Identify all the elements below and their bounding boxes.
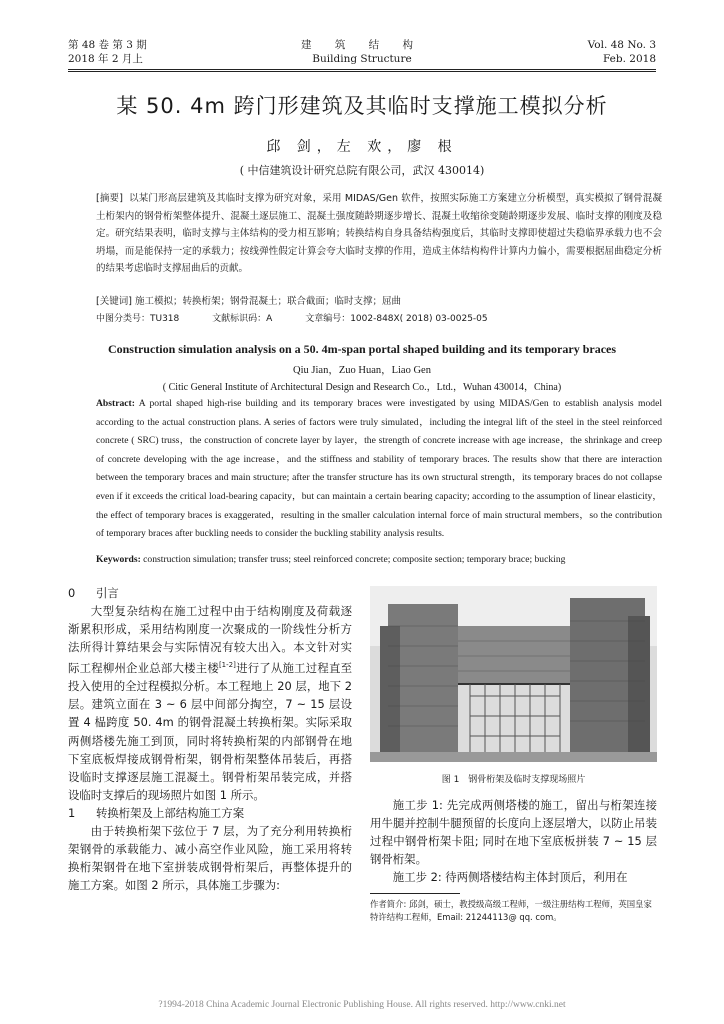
keywords-zh-text: 施工模拟；转换桁架；钢骨混凝土；联合截面；临时支撑；屈曲 bbox=[134, 296, 401, 307]
article-number: 文章编号：1002-848X( 2018) 03-0025-05 bbox=[305, 314, 488, 324]
section-number: 0 bbox=[68, 586, 76, 600]
english-abstract-text: A portal shaped high-rise building and its temporary braces were investigated by using MIDAS/Gen to establish analysis model according to the actual construction plans. A series of factors were truly simulated，including the integral lift of the steel in the steel reinforced concrete ( SRC) truss，the construction of concrete layer by layer，the strength of concrete increase with age increase，the shrinkage and creep of concrete developing with the age increase，and the stiffness and stability of temporary braces. The results show that there are interaction between the temporary braces and main structure; after the transfer structure has its own structural strength，its temporary braces do not collapse even if it exceeds the critical load-bearing capacity，but can maintain a certain bearing capacity; according to the assumption of linear elasticity，the effect of temporary braces is exaggerated，resulting in the smaller calculation internal force of main structural members，so the contribution of temporary braces after buckling needs to consider the buckling stability analysis results. bbox=[96, 398, 662, 540]
copyright-footer: ?1994-2018 China Academic Journal Electronic Publishing House. All rights reserved. http://www.cnki.net bbox=[158, 1000, 566, 1010]
paper-authors: 邱 剑，左 欢，廖 根 bbox=[266, 139, 458, 155]
section-heading-1 bbox=[68, 804, 352, 822]
journal-name-en: Building Structure bbox=[312, 53, 412, 65]
issue-volume-en: Vol. 48 No. 3 bbox=[587, 39, 656, 51]
body-right-column bbox=[370, 796, 657, 886]
english-abstract-label: Abstract: bbox=[96, 398, 135, 409]
abstract-zh-text: 以某门形高层建筑及其临时支撑为研究对象，采用 MIDAS/Gen 软件，按照实际施工方案建立分析模型，真实模拟了钢骨混凝土桁架内的钢骨桁架整体提升、混凝土逐层施工、混凝土强度随龄期逐步增长、混凝土收缩徐变随龄期逐步发展、临时支撑的刚度及稳定。研究结果表明，临时支撑与主体结构的受力相互影响；转换结构自身具备结构强度后，其临时支撑即使超过失稳临界承载力也不会坍塌，而是能保持一定的承载力；按线弹性假定计算会夸大临时支撑的作用，造成主体结构构件计算内力偏小，需要根据屈曲稳定分析的结果考虑临时支撑屈曲后的贡献。 bbox=[96, 193, 662, 274]
journal-name-zh: 建 筑 结 构 bbox=[300, 39, 423, 51]
section-title: 引言 bbox=[96, 586, 119, 600]
footnote-rule bbox=[370, 893, 460, 894]
english-keywords-label: Keywords: bbox=[96, 554, 141, 565]
clc-number: 中图分类号：TU318 bbox=[96, 314, 180, 324]
paper-title: 某 50. 4m 跨门形建筑及其临时支撑施工模拟分析 bbox=[116, 94, 608, 118]
paragraph-intro bbox=[68, 602, 352, 804]
abstract-zh-label: [摘要] bbox=[96, 193, 123, 204]
author-footnote: 作者简介: 邱剑，硕士，教授级高级工程师，一级注册结构工程师，英国皇家特许结构工程师，Email: 21244113@ qq. com。 bbox=[370, 899, 652, 922]
paragraph-step2: 施工步 2: 待两侧塔楼结构主体封顶后，利用在 bbox=[392, 870, 628, 885]
english-title: Construction simulation analysis on a 50. 4m-span portal shaped building and its temporary braces bbox=[107, 342, 617, 356]
paragraph-intro-part1: 大型复杂结构在施工过程中由于结构刚度及荷载逐渐累积形成，采用结构刚度一次聚成的一阶线性分析方法所得计算结果会与实际情况有较大出入。本文针对实际工程柳州企业总部大楼主楼 bbox=[68, 604, 352, 676]
english-authors: Qiu Jian，Zuo Huan，Liao Gen bbox=[293, 365, 431, 376]
paper-affiliation: ( 中信建筑设计研究总院有限公司，武汉 430014) bbox=[239, 164, 485, 177]
issue-volume: 第 48 卷 第 3 期 bbox=[68, 39, 147, 51]
section-number: 1 bbox=[68, 805, 76, 820]
body-left-column bbox=[68, 584, 352, 894]
figure-caption: 图 1 钢骨桁架及临时支撑现场照片 bbox=[441, 775, 586, 785]
journal-issue-en bbox=[588, 38, 656, 66]
paragraph-intro-part2: 进行了从施工过程直至投入使用的全过程模拟分析。本工程地上 20 层，地下 2 层。建筑立面在 3 ~ 6 层中间部分掏空，7 ~ 15 层设置 4 榀跨度 50. 4m 的钢骨混凝土转换桁架。实际采取两侧塔楼先施工到顶，同时将转换桁架的内部钢骨在地下室底板焊接成钢骨桁架，钢骨桁架整体吊装后，再搭设临时支撑逐层施工混凝土。钢骨桁架吊装完成，并搭设临时支撑后的现场照片如图 1 所示。 bbox=[68, 661, 352, 802]
section-title: 转换桁架及上部结构施工方案 bbox=[96, 805, 245, 820]
header-rule bbox=[68, 69, 656, 70]
keywords-zh-label: [关键词] bbox=[96, 296, 132, 307]
header-rule-2 bbox=[68, 71, 656, 72]
paragraph-step1: 施工步 1: 先完成两侧塔楼的施工，留出与桁架连接用牛腿并控制牛腿预留的长度向上逐层增大，以防止吊装过程中钢骨桁架卡阻; 同时在地下室底板拼装 7 ~ 15 层钢骨桁架。 bbox=[370, 798, 657, 867]
classification-zh bbox=[96, 312, 662, 327]
issue-date-en: Feb. 2018 bbox=[602, 53, 656, 65]
keywords-zh bbox=[96, 294, 662, 309]
english-keywords-text: construction simulation; transfer truss; steel reinforced concrete; composite section; temporary brace; bucking bbox=[143, 554, 566, 565]
construction-site-photo bbox=[370, 586, 657, 762]
abstract-zh bbox=[96, 190, 662, 278]
document-code: 文献标识码：A bbox=[212, 314, 273, 324]
citation-ref: [1-2] bbox=[218, 661, 236, 670]
english-abstract bbox=[96, 395, 662, 544]
english-keywords bbox=[96, 553, 662, 567]
english-affiliation: ( Citic General Institute of Architectural Design and Research Co.，Ltd.，Wuhan 430014，China) bbox=[162, 382, 562, 393]
issue-date: 2018 年 2 月上 bbox=[68, 53, 143, 65]
section-heading-0 bbox=[68, 584, 352, 602]
paragraph-scheme: 由于转换桁架下弦位于 7 层，为了充分利用转换桁架钢骨的承载能力、减小高空作业风险，施工采用将转换桁架钢骨在地下室拼装成钢骨桁架后，再整体提升的施工方案。如图 2 所示，具体施工步骤为: bbox=[68, 824, 352, 893]
